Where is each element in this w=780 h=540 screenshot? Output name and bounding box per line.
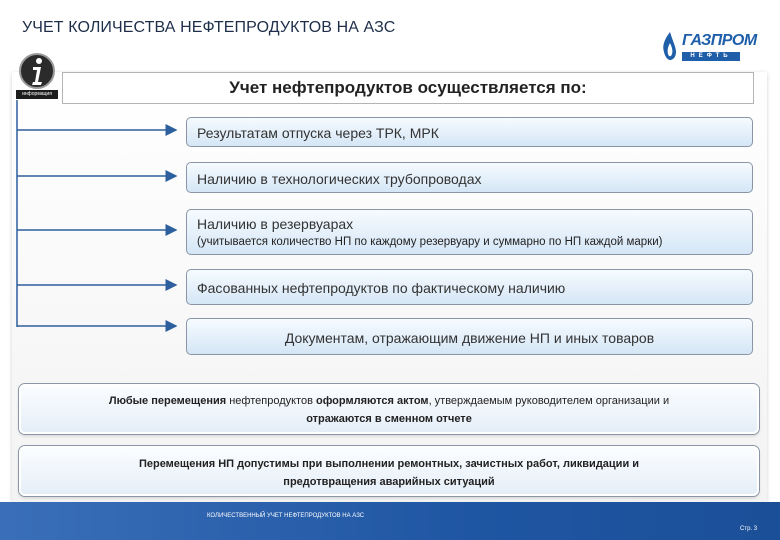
note-line-2 bbox=[21, 410, 757, 428]
heading-text: Учет нефтепродуктов осуществляется по: bbox=[229, 78, 587, 97]
item-box-trk bbox=[186, 117, 753, 147]
footer-bar bbox=[0, 502, 780, 540]
info-caption: информация bbox=[16, 90, 58, 99]
item-box-packaged bbox=[186, 269, 753, 305]
item-note: (учитывается количество НП по каждому резервуару и суммарно по НП каждой марки) bbox=[197, 236, 663, 248]
note-bold: отражаются в сменном отчете bbox=[306, 413, 472, 425]
item-box-pipelines bbox=[186, 162, 753, 193]
item-label: Документам, отражающим движение НП и иных товаров bbox=[284, 330, 655, 346]
item-label: Наличию в резервуарах bbox=[197, 216, 354, 232]
item-label: Результатам отпуска через ТРК, МРК bbox=[197, 125, 439, 141]
logo-subtitle: НЕФТЬ bbox=[682, 52, 740, 61]
footer-text: КОЛИЧЕСТВЕННЫЙ УЧЕТ НЕФТЕПРОДУКТОВ НА АЗС bbox=[207, 513, 365, 519]
item-label: Фасованных нефтепродуктов по фактическому наличию bbox=[197, 280, 566, 296]
note-box-allowed bbox=[19, 446, 759, 496]
slide-title: УЧЕТ КОЛИЧЕСТВА НЕФТЕПРОДУКТОВ НА АЗС bbox=[22, 19, 396, 36]
item-label: Наличию в технологических трубопроводах bbox=[197, 171, 482, 187]
note-bold: оформляются актом bbox=[315, 395, 429, 407]
page-number: Стр. 3 bbox=[740, 526, 758, 532]
note-bold: Любые перемещения bbox=[108, 395, 227, 407]
note-line-1: Перемещения НП допустимы при выполнении ремонтных, зачистных работ, ликвидации и bbox=[138, 458, 640, 470]
item-box-tanks bbox=[186, 209, 753, 255]
note-box-transfers bbox=[19, 384, 759, 434]
note-text: , утверждаемым руководителем организации и bbox=[428, 395, 670, 407]
note-line-2: предотвращения аварийных ситуаций bbox=[283, 476, 495, 488]
note-line-1 bbox=[21, 392, 757, 410]
logo-wordmark: ГАЗПРОМ bbox=[682, 32, 757, 49]
note-text: нефтепродуктов bbox=[226, 395, 316, 407]
item-box-documents bbox=[186, 318, 753, 355]
